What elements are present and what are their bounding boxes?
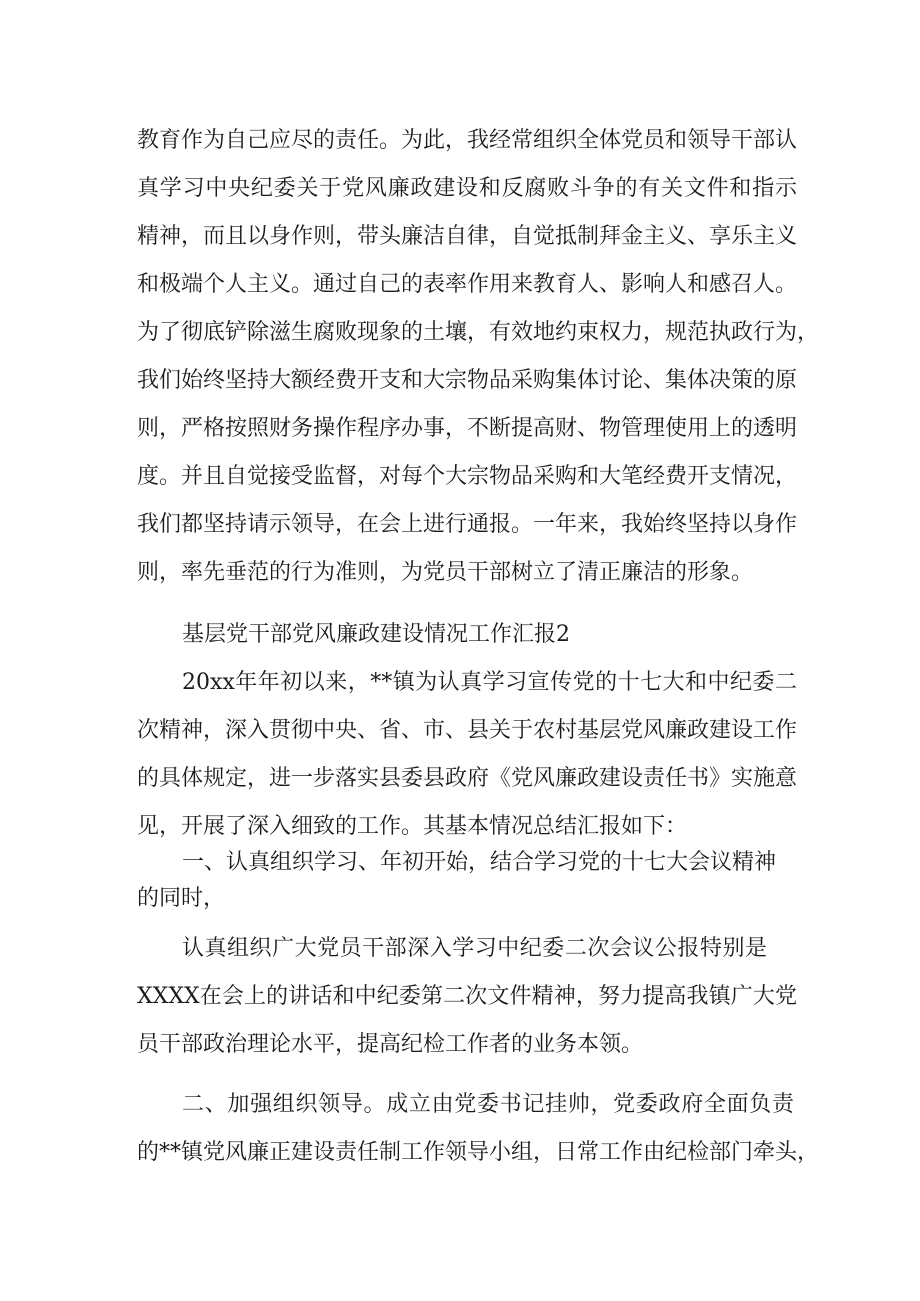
text-line: 我们都坚持请示领导，在会上进行通报。一年来，我始终坚持以身作: [137, 512, 798, 537]
text-line: 则，严格按照财务操作程序办事，不断提高财、物管理使用上的透明: [137, 416, 798, 441]
text-line: 为了彻底铲除滋生腐败现象的土壤，有效地约束权力，规范执政行为，: [137, 320, 820, 345]
text-line: 度。并且自觉接受监督，对每个大宗物品采购和大笔经费开支情况，: [137, 464, 798, 489]
text-line: 的具体规定，进一步落实县委县政府《党风廉政建设责任书》实施意: [137, 766, 798, 791]
text-line: 认真组织广大党员干部深入学习中纪委二次会议公报特别是: [182, 936, 767, 961]
text-line: 则，率先垂范的行为准则，为党员干部树立了清正廉洁的形象。: [137, 560, 754, 585]
text-line: 20xx年年初以来，**镇为认真学习宣传党的十七大和中纪委二: [182, 670, 797, 695]
text-line: XXXX在会上的讲话和中纪委第二次文件精神，努力提高我镇广大党: [137, 984, 797, 1009]
text-line: 我们始终坚持大额经费开支和大宗物品采购集体讨论、集体决策的原: [137, 368, 798, 393]
text-line: 一、认真组织学习、年初开始，结合学习党的十七大会议精神: [182, 850, 777, 875]
text-line: 教育作为自己应尽的责任。为此，我经常组织全体党员和领导干部认: [137, 128, 798, 153]
text-line: 真学习中央纪委关于党风廉政建设和反腐败斗争的有关文件和指示: [137, 176, 797, 201]
text-line: 员干部政治理论水平，提高纪检工作者的业务本领。: [137, 1032, 644, 1057]
text-line: 精神，而且以身作则，带头廉洁自律，自觉抵制拜金主义、享乐主义: [137, 224, 798, 249]
text-line: 见，开展了深入细致的工作。其基本情况总结汇报如下：: [137, 814, 688, 839]
text-line: 二、加强组织领导。成立由党委书记挂帅，党委政府全面负责: [182, 1092, 794, 1117]
text-line: 的**镇党风廉正建设责任制工作领导小组，日常工作由纪检部门牵头，: [137, 1140, 820, 1165]
text-line: 次精神，深入贯彻中央、省、市、县关于农村基层党风廉政建设工作: [137, 718, 798, 743]
section-heading: 基层党干部党风廉政建设情况工作汇报2: [182, 622, 570, 647]
text-line: 和极端个人主义。通过自己的表率作用来教育人、影响人和感召人。: [137, 272, 798, 297]
text-line: 的同时，: [137, 886, 226, 911]
